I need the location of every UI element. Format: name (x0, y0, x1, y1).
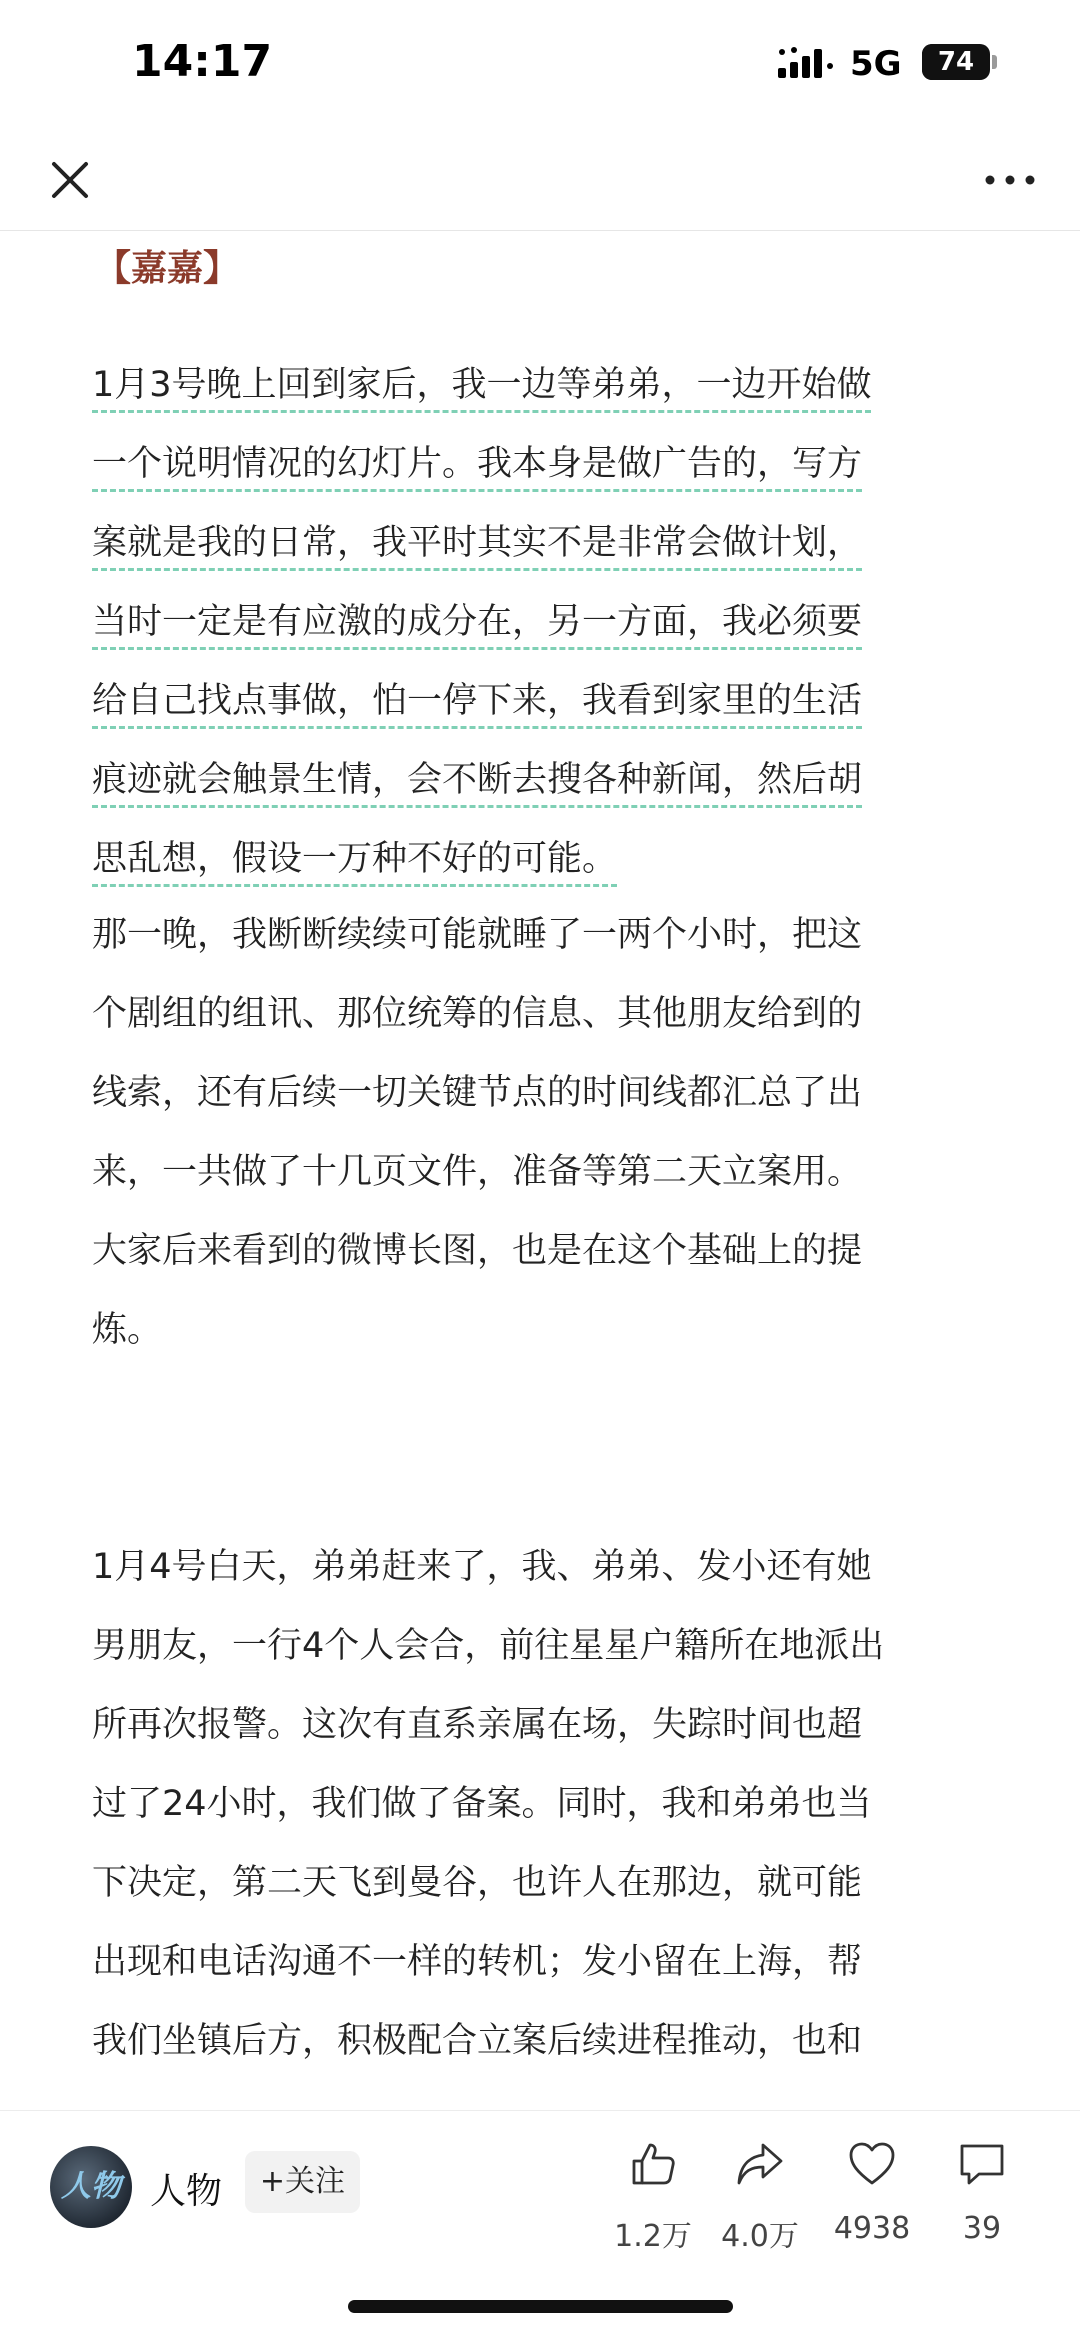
text-line: 一个说明情况的幻灯片。我本身是做广告的，写方 (92, 444, 863, 484)
close-button[interactable] (40, 150, 100, 210)
text-line: 我们坐镇后方，积极配合立案后续进程推动，也和 (92, 2021, 863, 2061)
text-line: 下决定，第二天飞到曼谷，也许人在那边，就可能 (92, 1863, 863, 1903)
author-avatar[interactable] (50, 2146, 132, 2228)
paragraph (92, 896, 997, 1370)
comment-button[interactable] (927, 2139, 1037, 2259)
text-line: 个剧组的组讯、那位统筹的信息、其他朋友给到的 (92, 994, 863, 1034)
text-line: 炼。 (92, 1310, 163, 1350)
battery-icon (922, 44, 990, 80)
text-line: 所再次报警。这次有直系亲属在场，失踪时间也超 (92, 1705, 863, 1745)
follow-button[interactable]: +关注 (245, 2151, 360, 2213)
heart-icon (847, 2139, 897, 2189)
text-line: 来，一共做了十几页文件，准备等第二天立案用。 (92, 1152, 863, 1192)
text-line: 那一晚，我断断续续可能就睡了一两个小时，把这 (92, 915, 863, 955)
text-line: 思乱想，假设一万种不好的可能。 (92, 839, 618, 879)
article-body (0, 232, 1080, 2112)
battery-percent: 74 (937, 47, 975, 77)
status-bar (0, 0, 1080, 120)
share-icon (735, 2139, 785, 2189)
text-line: 大家后来看到的微博长图，也是在这个基础上的提 (92, 1231, 863, 1271)
comment-icon (957, 2139, 1007, 2189)
signal-icon (778, 46, 834, 80)
text-line: 男朋友，一行4个人会合，前往星星户籍所在地派出 (92, 1626, 885, 1666)
text-line: 当时一定是有应激的成分在，另一方面，我必须要 (92, 602, 863, 642)
comment-count: 39 (962, 2211, 1002, 2246)
favorite-count: 4938 (833, 2211, 911, 2246)
text-line: 1月4号白天，弟弟赶来了，我、弟弟、发小还有她 (92, 1547, 872, 1587)
battery-tip (992, 55, 997, 69)
home-indicator[interactable] (348, 2300, 733, 2313)
like-button[interactable] (598, 2139, 708, 2259)
text-line: 案就是我的日常，我平时其实不是非常会做计划， (92, 523, 863, 563)
close-icon (40, 150, 100, 210)
thumbs-up-icon (628, 2139, 678, 2189)
paragraph (92, 1528, 997, 2081)
avatar-logo: 人物 (61, 2169, 121, 2204)
bottom-action-bar (0, 2110, 1080, 2271)
network-label: 5G (850, 44, 902, 84)
more-icon (980, 150, 1040, 210)
section-tag: 【嘉嘉】 (95, 248, 240, 289)
text-line: 痕迹就会触景生情，会不断去搜各种新闻，然后胡 (92, 760, 863, 800)
share-count: 4.0万 (721, 2219, 799, 2254)
more-button[interactable] (980, 150, 1040, 210)
text-line: 过了24小时，我们做了备案。同时，我和弟弟也当 (92, 1784, 872, 1824)
nav-bar (0, 130, 1080, 231)
author-name[interactable]: 人物 (150, 2171, 223, 2212)
paragraph (92, 346, 997, 899)
text-line: 1月3号晚上回到家后，我一边等弟弟，一边开始做 (92, 365, 872, 405)
status-time: 14:17 (132, 36, 273, 87)
favorite-button[interactable] (817, 2139, 927, 2259)
text-line: 出现和电话沟通不一样的转机；发小留在上海，帮 (92, 1942, 863, 1982)
text-line: 给自己找点事做，怕一停下来，我看到家里的生活 (92, 681, 863, 721)
like-count: 1.2万 (614, 2219, 692, 2254)
share-button[interactable] (705, 2139, 815, 2259)
text-line: 线索，还有后续一切关键节点的时间线都汇总了出 (92, 1073, 863, 1113)
